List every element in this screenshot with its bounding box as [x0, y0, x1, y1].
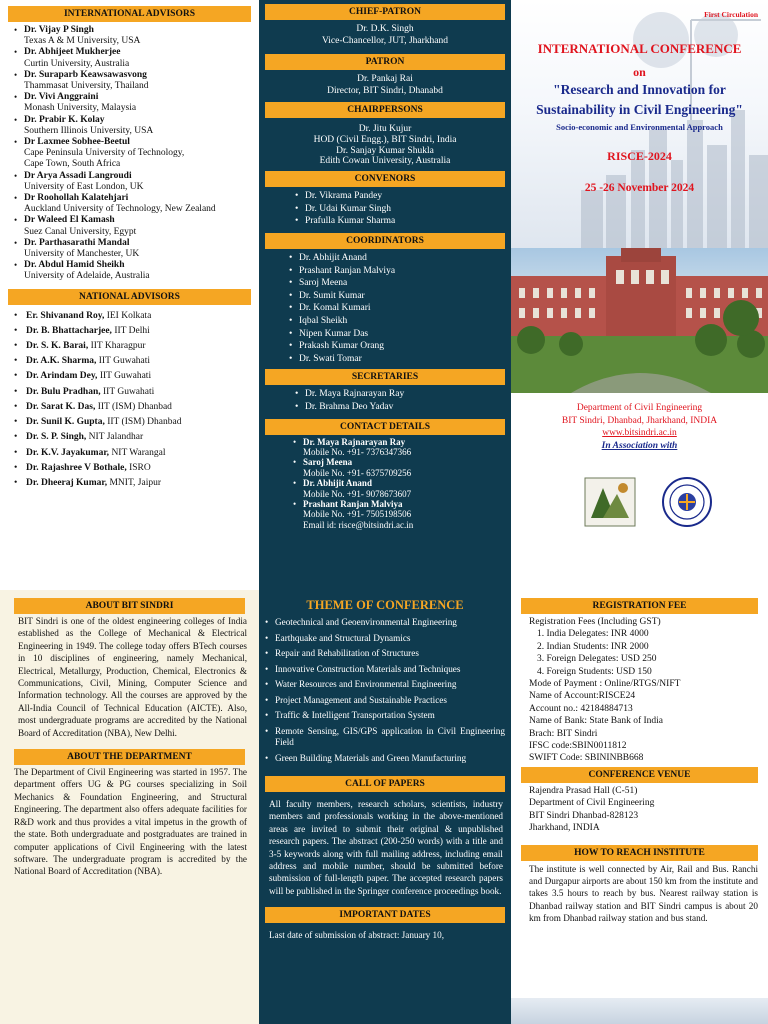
about-bit-text: BIT Sindri is one of the oldest engineering colleges of India established as the College of Mechanical & Electrical Engineering in 1949. The college today offers BTech courses in 10 disciplines of engineering, namely Mechanical, Electrical, Metallurgy, Production, Chemical, Electronics & Communications, Civil, Mining, Computer Science and Information technology. All the courses are approved by the All-India Council of Technical Education (AICTE). Also, most undergraduate programs are accredited by the National Board of Accreditation (NBA), New Delhi. — [18, 616, 247, 738]
list-item: • Dr. Sarat K. Das, IIT (ISM) Dhanbad — [14, 400, 251, 415]
list-item: • Dr. Abhijit Anand — [289, 252, 505, 265]
left-top-panel — [0, 0, 259, 590]
list-item: • Green Building Materials and Green Manufacturing — [265, 753, 505, 765]
list-item: • Dr. Prabir K. Kolay Southern Illinois University, USA — [14, 115, 251, 137]
list-item: • Dr. Brahma Deo Yadav — [295, 401, 505, 414]
list-item: • Remote Sensing, GIS/GPS application in Civil Engineering Field — [265, 726, 505, 749]
list-item: • Dr. Sunil K. Gupta, IIT (ISM) Dhanbad — [14, 415, 251, 430]
list-item: • Dr. Suraparb Keawsawasvong Thammasat University, Thailand — [14, 70, 251, 92]
list-item: • Dr. Vijay P Singh Texas A & M University, USA — [14, 25, 251, 47]
registration-block: Registration Fees (Including GST) 1. India Delegates: INR 4000 2. Indian Students: INR 2000 3. Foreign Delegates: USD 250 4. Foreign Students: USD 150 Mode of Payment : Online/RTGS/NIFT Name of Account:RISCE24 Account no.: 42184884713 Name of Bank: State Bank of India Brach: BIT Sindri IFSC code:SBIN0011812 SWIFT Code: SBININBB668 — [529, 617, 681, 764]
national-advisors-header: NATIONAL ADVISORS — [8, 289, 251, 305]
list-item: • Dr Roohollah Kalatehjari Auckland University of Technology, New Zealand — [14, 193, 251, 215]
international-advisors-header: INTERNATIONAL ADVISORS — [8, 6, 251, 22]
list-item: • Prafulla Kumar Sharma — [295, 215, 505, 228]
association-logos — [583, 474, 713, 534]
list-item: • Dr Waleed El Kamash Suez Canal University, Egypt — [14, 215, 251, 237]
middle-bottom-panel — [259, 590, 511, 1024]
national-advisors-list — [0, 305, 259, 491]
partner-logo-1-icon — [583, 476, 637, 528]
chairpersons-header: CHAIRPERSONS — [265, 102, 505, 118]
conference-dates: 25 -26 November 2024 — [584, 182, 695, 194]
first-circulation-label: First Circulation — [704, 10, 758, 19]
list-item: • Repair and Rehabilitation of Structures — [265, 648, 505, 660]
conference-line1: INTERNATIONAL CONFERENCE — [537, 41, 742, 56]
list-item: • Prashant Ranjan Malviya — [289, 265, 505, 278]
dates-header: IMPORTANT DATES — [265, 907, 505, 923]
about-dept-header: ABOUT THE DEPARTMENT — [14, 749, 245, 765]
list-item: • Saroj Meena — [289, 277, 505, 290]
list-item: • Dr. Maya Rajnarayan Ray Mobile No. +91- 7376347366 — [293, 437, 505, 458]
department-block — [511, 402, 768, 452]
list-item: • Dr. Maya Rajnarayan Ray — [295, 388, 505, 401]
campus-building-graphic — [511, 248, 768, 393]
contact-email[interactable]: Email id: risce@bitsindri.ac.in — [303, 519, 414, 530]
list-item: • Dr. Arindam Dey, IIT Guwahati — [14, 369, 251, 384]
list-item: • Saroj Meena Mobile No. +91- 6375709256 — [293, 457, 505, 478]
list-item: • Traffic & Intelligent Transportation System — [265, 710, 505, 722]
list-item: • Dr. Swati Tomar — [289, 353, 505, 366]
reach-text: The institute is well connected by Air, Rail and Bus. Ranchi and Durgapur airports are about 150 km from the institute and takes 3.5 hours to reach by bus. Nearest railway station is Dhanbad railway station and BIT Sindri campus is about 20 km from Dhanbad railway station and bus stand. — [529, 863, 758, 924]
contact-list — [259, 435, 511, 531]
list-item: • Geotechnical and Geoenvironmental Engineering — [265, 617, 505, 629]
list-item: • Dr. Dheeraj Kumar, MNIT, Jaipur — [14, 476, 251, 491]
list-item: • Water Resources and Environmental Engineering — [265, 679, 505, 691]
footer-skyline — [511, 998, 768, 1024]
left-bottom-panel — [0, 590, 259, 1024]
list-item: • Dr. B. Bhattacharjee, IIT Delhi — [14, 324, 251, 339]
contact-header: CONTACT DETAILS — [265, 419, 505, 435]
campus-photo — [511, 248, 768, 393]
list-item: • Dr. Abhijeet Mukherjee Curtin University, Australia — [14, 47, 251, 69]
chairpersons-block: Dr. Jitu Kujur HOD (Civil Engg.), BIT Sindri, India Dr. Sanjay Kumar Shukla Edith Cowan University, Australia — [313, 124, 457, 167]
partner-logo-2-icon — [661, 476, 713, 528]
list-item: • Dr. Vikrama Pandey — [295, 190, 505, 203]
chief-patron-header: CHIEF-PATRON — [265, 4, 505, 20]
list-item: • Dr. S. K. Barai, IIT Kharagpur — [14, 339, 251, 354]
patron-block: Dr. Pankaj Rai Director, BIT Sindri, Dhanabd — [327, 74, 443, 96]
coordinators-list — [259, 249, 511, 368]
theme-list — [259, 617, 511, 764]
list-item: • Prashant Ranjan Malviya Mobile No. +91- 7505198506 Email id: risce@bitsindri.ac.in — [293, 499, 505, 530]
list-item: • Dr. A.K. Sharma, IIT Guwahati — [14, 354, 251, 369]
theme-header: THEME OF CONFERENCE — [306, 598, 464, 612]
website-link[interactable]: www.bitsindri.ac.in — [602, 428, 677, 438]
list-item: • Dr. Bulu Pradhan, IIT Guwahati — [14, 385, 251, 400]
about-bit-header: ABOUT BIT SINDRI — [14, 598, 245, 614]
list-item: • Dr. Rajashree V Bothale, ISRO — [14, 461, 251, 476]
list-item: • Dr. Abhijit Anand Mobile No. +91- 9078673607 — [293, 478, 505, 499]
convenors-list — [259, 187, 511, 231]
venue-block: Rajendra Prasad Hall (C-51) Department of Civil Engineering BIT Sindri Dhanbad-828123 Jharkhand, INDIA — [529, 785, 655, 834]
call-header: CALL OF PAPERS — [265, 776, 505, 792]
chief-patron-block: Dr. D.K. Singh Vice-Chancellor, JUT, Jharkhand — [321, 24, 449, 46]
list-item: • Earthquake and Structural Dynamics — [265, 633, 505, 645]
list-item: • Dr. K.V. Jayakumar, NIT Warangal — [14, 446, 251, 461]
institute-name: BIT Sindri, Dhanbad, Jharkhand, INDIA — [561, 415, 718, 426]
conference-acronym: RISCE-2024 — [607, 149, 672, 163]
list-item: • Dr. Vivi Anggraini Monash University, Malaysia — [14, 92, 251, 114]
right-top-panel — [511, 0, 768, 590]
conference-subtitle: Socio-economic and Environmental Approach — [556, 122, 723, 132]
list-item: • Prakash Kumar Orang — [289, 340, 505, 353]
international-advisors-list — [0, 22, 259, 283]
list-item: • Dr. Parthasarathi Mandal University of Manchester, UK — [14, 238, 251, 260]
registration-header: REGISTRATION FEE — [521, 598, 758, 614]
conference-title-line2: Sustainability in Civil Engineering" — [536, 102, 743, 117]
list-item: • Dr Arya Assadi Langroudi University of East London, UK — [14, 171, 251, 193]
department-name: Department of Civil Engineering — [576, 403, 703, 413]
list-item: • Dr. Sumit Kumar — [289, 290, 505, 303]
about-dept-text: The Department of Civil Engineering was started in 1957. The department offers UG & PG courses specializing in Soil Mechanics & Foundation Engineering, and Structural Engineering. The department also offers adequate facilities for R&D work and thus provides a vital impetus in the growth of the state. Both undergraduate and postgraduates are trained in computer applications of Civil Engineering with the latest software. The undergraduate program is accredited by the National Board of Accreditation (NBA). — [14, 767, 247, 877]
middle-top-panel — [259, 0, 511, 590]
list-item: • Dr. S. P. Singh, NIT Jalandhar — [14, 430, 251, 445]
conference-line2: on — [633, 65, 646, 79]
right-bottom-panel — [511, 590, 768, 1024]
call-text: All faculty members, research scholars, scientists, industry members and professionals working in the above-mentioned areas are invited to submit their original & unpublished research papers. The abstract (200-250 words) with a title and 3-5 keywords along with full mailing address, including email address and mobile number, should be submitted before submission of full-length paper. The accepted research papers will be published in the Springer conference proceedings book. — [269, 799, 503, 896]
list-item: • Dr. Udai Kumar Singh — [295, 203, 505, 216]
list-item: • Iqbal Sheikh — [289, 315, 505, 328]
reach-header: HOW TO REACH INSTITUTE — [521, 845, 758, 861]
association-label: In Association with — [601, 440, 678, 451]
list-item: • Nipen Kumar Das — [289, 328, 505, 341]
coordinators-header: COORDINATORS — [265, 233, 505, 249]
list-item: • Dr Laxmee Sobhee-Beetul Cape Peninsula University of Technology, Cape Town, South Africa — [14, 137, 251, 171]
list-item: • Project Management and Sustainable Practices — [265, 695, 505, 707]
list-item: • Er. Shivanand Roy, IEI Kolkata — [14, 309, 251, 324]
secretaries-list — [259, 385, 511, 416]
list-item: • Innovative Construction Materials and Techniques — [265, 664, 505, 676]
patron-header: PATRON — [265, 54, 505, 70]
list-item: • Dr. Abdul Hamid Sheikh University of Adelaide, Australia — [14, 260, 251, 282]
list-item: • Dr. Komal Kumari — [289, 302, 505, 315]
secretaries-header: SECRETARIES — [265, 369, 505, 385]
conference-title-line1: "Research and Innovation for — [553, 82, 726, 97]
conference-title-block — [511, 40, 768, 196]
convenors-header: CONVENORS — [265, 171, 505, 187]
dates-text: Last date of submission of abstract: January 10, — [269, 930, 445, 941]
venue-header: CONFERENCE VENUE — [521, 767, 758, 783]
